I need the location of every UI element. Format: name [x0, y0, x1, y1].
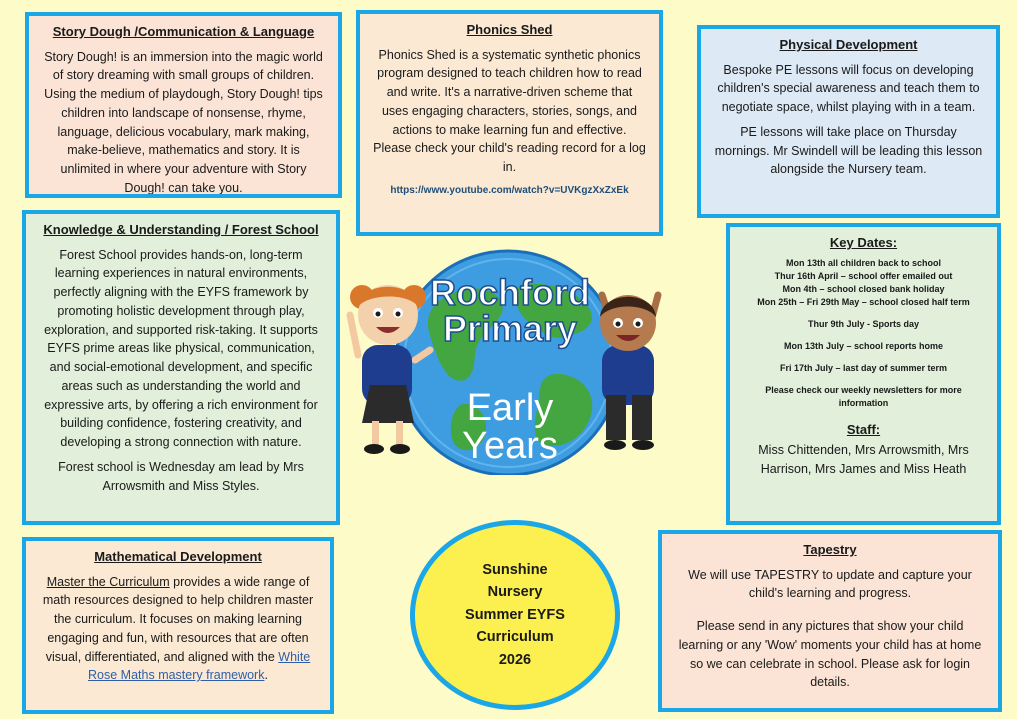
- nursery-title-circle: [410, 520, 620, 710]
- key-dates-panel: [726, 223, 1001, 525]
- physical-development-text-1: Bespoke PE lessons will focus on developing children's special awareness and teach them to negotiate space, whilst playing with in a team.: [717, 62, 980, 114]
- circle-line: 2026: [498, 651, 532, 668]
- physical-development-text-2: PE lessons will take place on Thursday mornings. Mr Swindell will be leading this lesson alongside the Nursery team.: [714, 124, 983, 177]
- mathematical-development-title: Mathematical Development: [94, 549, 262, 564]
- circle-line: Sunshine: [482, 561, 548, 578]
- phonics-shed-text: Phonics Shed is a systematic synthetic phonics program designed to teach children how to read and write. It's a narrative-driven scheme that uses engaging characters, stories, songs, and actions to make learning fun and effective.: [377, 47, 642, 137]
- physical-development-title: Physical Development: [779, 37, 918, 52]
- phonics-shed-panel: [356, 10, 663, 236]
- logo-line: Rochford: [430, 272, 590, 313]
- phonics-shed-title: Phonics Shed: [466, 22, 553, 37]
- key-date-item: Mon 13th all children back to school: [785, 257, 942, 268]
- key-date-item: Thur 16th April – school offer emailed out: [774, 270, 953, 281]
- phonics-shed-note: Please check your child's reading record for a log in.: [373, 141, 646, 174]
- key-date-item: Mon 4th – school closed bank holiday: [782, 283, 945, 294]
- phonics-video-link[interactable]: https://www.youtube.com/watch?v=UVKgzXxZxEk: [390, 184, 629, 196]
- knowledge-forest-school-title: Knowledge & Understanding / Forest School: [43, 222, 319, 237]
- white-rose-maths-link[interactable]: White Rose Maths mastery framework: [88, 649, 311, 683]
- key-date-item: Mon 13th July – school reports home: [783, 340, 944, 351]
- circle-line: Curriculum: [476, 629, 554, 646]
- knowledge-forest-school-panel: [22, 210, 340, 525]
- logo-line: Early: [466, 387, 554, 429]
- logo-line: Primary: [442, 308, 578, 349]
- mathematical-development-text: [38, 573, 318, 686]
- mathematical-development-body: provides a wide range of math resources designed to help children master the curriculum. It focuses on making learning engaging and fun, with resources that are often visual, differentiated, and aligned with the: [42, 574, 314, 664]
- newsletter-note: Please check our weekly newsletters for more information: [765, 384, 962, 408]
- boy-character-icon: [600, 295, 658, 450]
- tapestry-title: Tapestry: [803, 542, 857, 557]
- key-date-item: Fri 17th July – last day of summer term: [779, 362, 948, 373]
- rochford-early-years-logo: [340, 245, 670, 475]
- staff-list: Miss Chittenden, Mrs Arrowsmith, Mrs Harrison, Mrs James and Miss Heath: [758, 443, 969, 477]
- knowledge-forest-school-text-2: Forest school is Wednesday am lead by Mrs Arrowsmith and Miss Styles.: [58, 459, 304, 493]
- knowledge-forest-school-text-1: Forest School provides hands-on, long-term learning experiences in natural environments, perfectly aligning with the EYFS framework by promoting holistic development through play, exploration, and supported risk-taking. It supports EYFS prime areas like physical, communication, and social-emotional development, and specific areas such as understanding the world and expressive arts, by offering a rich environment for building confidence, fostering creativity, and developing a strong connection with nature.: [44, 247, 318, 449]
- circle-line: Nursery: [487, 584, 543, 601]
- story-dough-title: Story Dough /Communication & Language: [52, 24, 315, 39]
- master-curriculum-link[interactable]: Master the Curriculum: [46, 574, 170, 589]
- tapestry-panel: [658, 530, 1002, 712]
- logo-line: Years: [462, 425, 558, 467]
- key-date-item: Mon 25th – Fri 29th May – school closed half term: [757, 296, 970, 307]
- story-dough-panel: [25, 12, 342, 198]
- staff-title: Staff:: [846, 421, 881, 437]
- key-date-item: Thur 9th July - Sports day: [807, 318, 919, 329]
- tapestry-text-2: Please send in any pictures that show your child learning or any 'Wow' moments your child has at home so we can celebrate in school. Please ask for login details.: [678, 619, 982, 690]
- mathematical-development-end: .: [264, 668, 268, 683]
- circle-line: Summer EYFS: [465, 606, 565, 623]
- tapestry-text-1: We will use TAPESTRY to update and capture your child's learning and progress.: [688, 567, 972, 601]
- key-dates-title: Key Dates:: [829, 235, 898, 250]
- mathematical-development-panel: [22, 537, 334, 714]
- story-dough-text: Story Dough! is an immersion into the magic world of story dreaming with small groups of children. Using the medium of playdough, Story Dough! tips children into landscape of nonsense, rhyme, language, delicious vocabulary, mark making, make-believe, mathematics and story. It is unlimited in where your adventure with Story Dough! can take you.: [44, 49, 323, 195]
- physical-development-panel: [697, 25, 1000, 218]
